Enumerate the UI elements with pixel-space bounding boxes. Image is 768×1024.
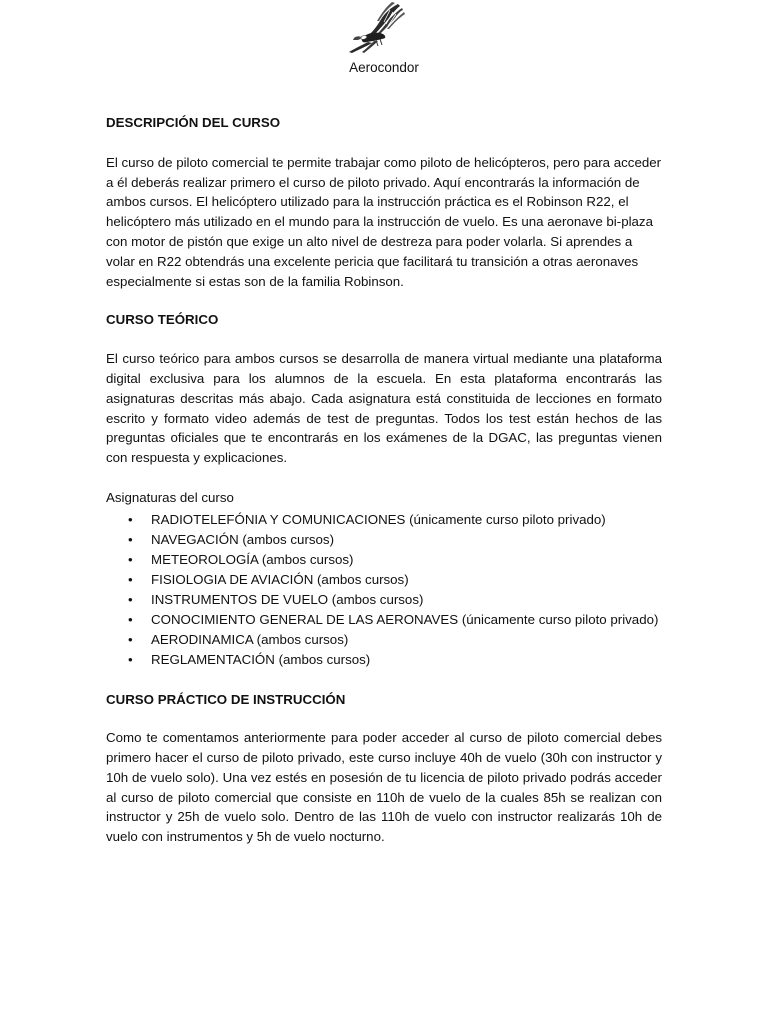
list-item bbox=[106, 630, 662, 650]
subjects-list bbox=[106, 510, 662, 671]
section-title-practice: CURSO PRÁCTICO DE INSTRUCCIÓN bbox=[106, 691, 346, 707]
subjects-label: Asignaturas del curso bbox=[106, 489, 234, 505]
list-item bbox=[106, 570, 662, 590]
list-item bbox=[106, 610, 662, 630]
list-item-label: FISIOLOGIA DE AVIACIÓN (ambos cursos) bbox=[151, 572, 409, 588]
list-item-label: INSTRUMENTOS DE VUELO (ambos cursos) bbox=[151, 592, 424, 608]
bullet-icon: • bbox=[128, 551, 133, 567]
list-item-label: METEOROLOGÍA (ambos cursos) bbox=[151, 551, 354, 567]
list-item bbox=[106, 550, 662, 570]
list-item bbox=[106, 650, 662, 670]
list-item-label: CONOCIMIENTO GENERAL DE LAS AERONAVES (únicamente curso piloto privado) bbox=[151, 612, 659, 628]
section-paragraph-description: El curso de piloto comercial te permite trabajar como piloto de helicópteros, pero para acceder a él deberás realizar primero el curso de piloto privado. Aquí encontrarás la información de ambos cursos. El helicóptero utilizado para la instrucción práctica es el Robinson R22, el helicóptero más utilizado en el mundo para la instrucción de vuelo. Es una aeronave bi-plaza con motor de pistón que exige un alto nivel de destreza para poder volarla. Si aprendes a volar en R22 obtendrás una excelente pericia que facilitará tu transición a otras aeronaves especialmente si estas son de la familia Robinson. bbox=[106, 154, 662, 289]
list-item-label: RADIOTELEFÓNIA Y COMUNICACIONES (únicamente curso piloto privado) bbox=[151, 511, 606, 527]
section-title-description: DESCRIPCIÓN DEL CURSO bbox=[106, 115, 281, 130]
bullet-icon: • bbox=[128, 612, 133, 628]
list-item bbox=[106, 590, 662, 610]
list-item bbox=[106, 510, 662, 530]
section-title-theory: CURSO TEÓRICO bbox=[106, 312, 219, 328]
section-paragraph-practice: Como te comentamos anteriormente para poder acceder al curso de piloto comercial debes primero hacer el curso de piloto privado, este curso incluye 40h de vuelo (30h con instructor y 10h de vuelo solo). Una vez estés en posesión de tu licencia de piloto privado podrás acceder al curso de piloto comercial que consiste en 110h de vuelo de la cuales 85h se realizan con instructor y 25h de vuelo solo. Dentro de las 110h de vuelo con instructor realizarás 10h de vuelo con instrumentos y 5h de vuelo nocturno. bbox=[106, 730, 662, 845]
bullet-icon: • bbox=[128, 511, 133, 527]
section-paragraph-theory: El curso teórico para ambos cursos se desarrolla de manera virtual mediante una plataforma digital exclusiva para los alumnos de la escuela. En esta plataforma encontrarás las asignaturas descritas más abajo. Cada asignatura está constituida de lecciones en formato escrito y formato video además de test de preguntas. Todos los test están hechos de las preguntas oficiales que te encontrarás en los exámenes de la DGAC, las preguntas vienen con respuesta y explicaciones. bbox=[106, 351, 662, 466]
bullet-icon: • bbox=[128, 572, 133, 588]
brand-name: Aerocondor bbox=[349, 60, 419, 75]
document-body bbox=[106, 113, 662, 847]
condor-icon bbox=[340, 2, 410, 56]
list-item bbox=[106, 530, 662, 550]
bullet-icon: • bbox=[128, 592, 133, 608]
bullet-icon: • bbox=[128, 531, 133, 547]
list-item-label: NAVEGACIÓN (ambos cursos) bbox=[151, 531, 334, 547]
bullet-icon: • bbox=[128, 652, 133, 668]
list-item-label: REGLAMENTACIÓN (ambos cursos) bbox=[151, 652, 371, 668]
list-item-label: AERODINAMICA (ambos cursos) bbox=[151, 632, 349, 648]
bullet-icon: • bbox=[128, 632, 133, 648]
